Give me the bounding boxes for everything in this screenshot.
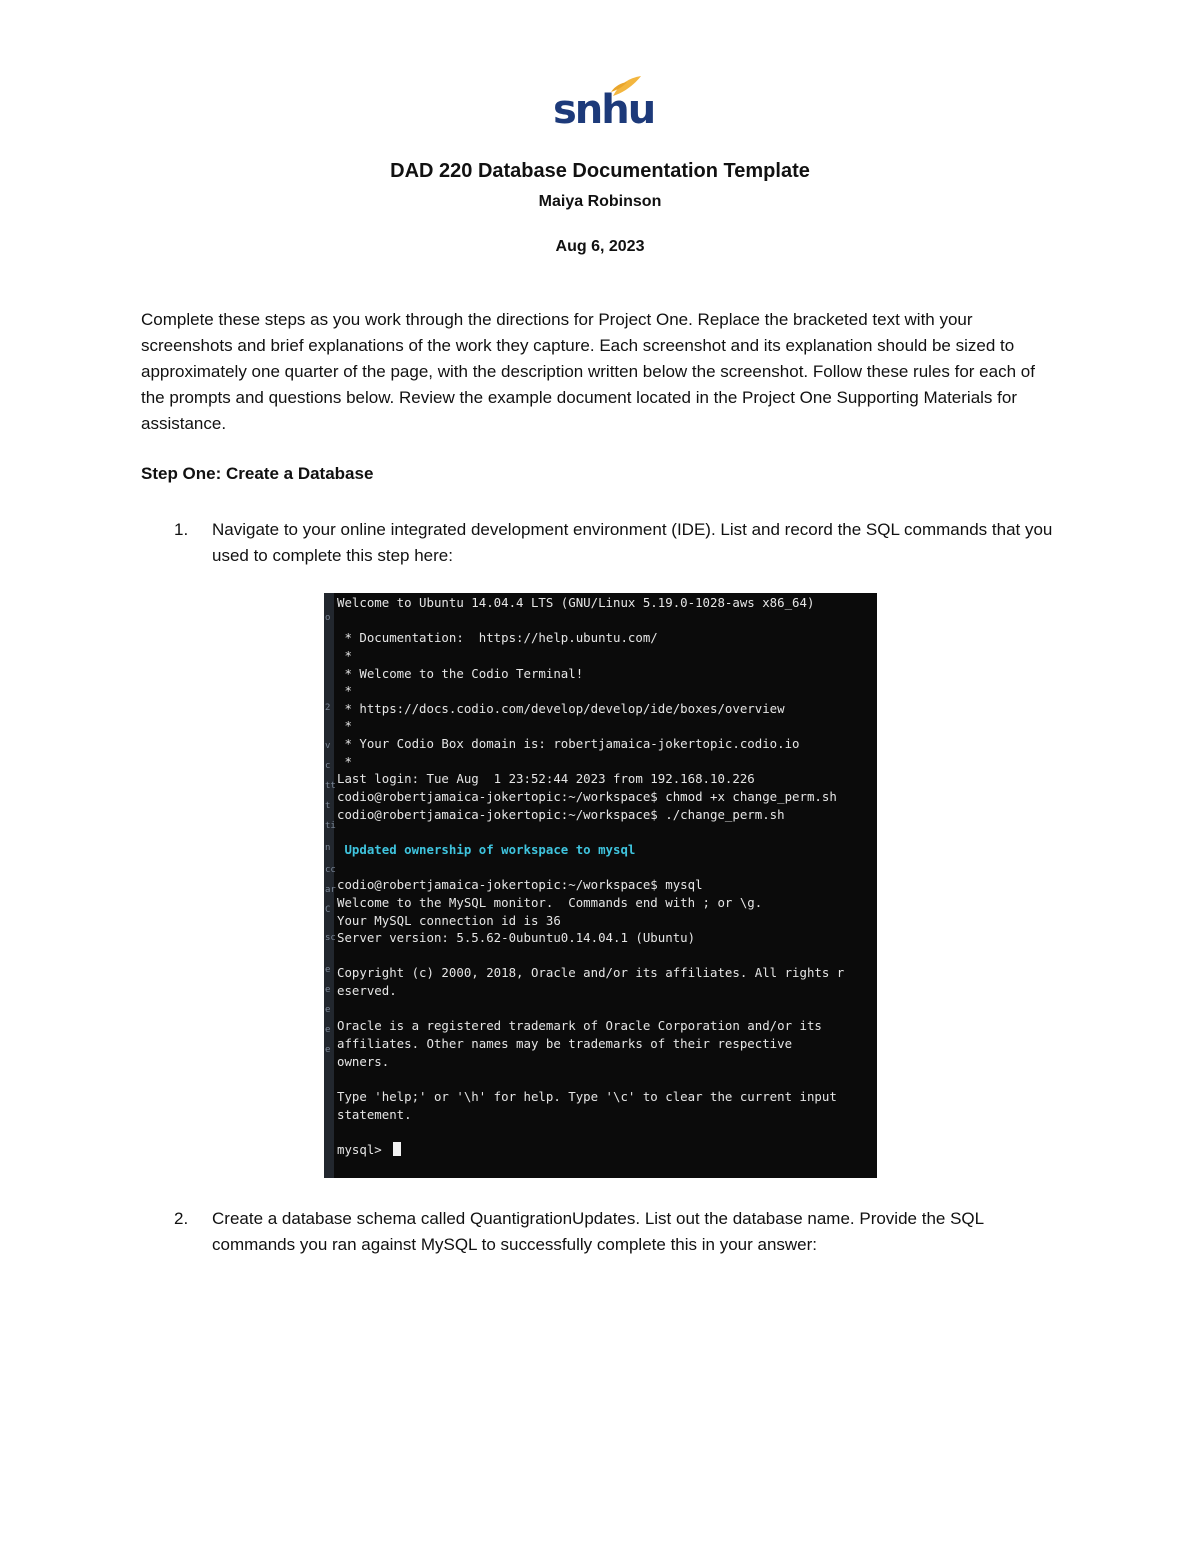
list-item-number: 2. xyxy=(174,1209,189,1228)
terminal-line: Welcome to Ubuntu 14.04.4 LTS (GNU/Linux 5.19.0-1028-aws x86_64) xyxy=(337,595,815,610)
terminal-line: codio@robertjamaica-jokertopic:~/workspace$ mysql xyxy=(337,877,703,893)
list-item xyxy=(141,517,1071,569)
terminal-line: codio@robertjamaica-jokertopic:~/workspace$ chmod +x change_perm.sh xyxy=(337,789,837,805)
terminal-line: * Your Codio Box domain is: robertjamaica-jokertopic.codio.io xyxy=(337,736,800,752)
terminal-line xyxy=(337,823,873,841)
gutter-glyph: ar xyxy=(325,885,336,895)
gutter-glyph: e xyxy=(325,985,331,995)
intro-paragraph: Complete these steps as you work through the directions for Project One. Replace the bracketed text with your screenshots and brief explanations of the work they capture. Each screenshot and its explanation should be sized to approximately one quarter of the page, with the description written below the screenshot. Follow these rules for each of the prompts and questions below. Review the example document located in the Project One Supporting Materials for assistance. xyxy=(141,310,1035,433)
list-item-number: 1. xyxy=(174,520,189,539)
terminal-line xyxy=(337,1070,873,1088)
terminal-line: Type 'help;' or '\h' for help. Type '\c' to clear the current input xyxy=(337,1088,837,1104)
step-one-heading: Step One: Create a Database xyxy=(141,464,374,483)
terminal-line: * Welcome to the Codio Terminal! xyxy=(337,665,584,681)
terminal-line: * xyxy=(337,683,352,699)
terminal-line xyxy=(337,859,873,877)
terminal-gutter xyxy=(324,593,334,1178)
list-item xyxy=(141,1206,1071,1258)
document-date: Aug 6, 2023 xyxy=(555,238,645,255)
gutter-glyph: tt xyxy=(325,781,336,791)
gutter-glyph: e xyxy=(325,1005,331,1015)
snhu-logo xyxy=(553,74,655,134)
gutter-glyph: v xyxy=(325,741,331,751)
gutter-glyph: c xyxy=(325,761,331,771)
gutter-glyph: o xyxy=(325,613,331,623)
terminal-cursor xyxy=(393,1142,401,1156)
gutter-glyph: C xyxy=(325,905,331,915)
terminal-line: * xyxy=(337,647,352,663)
gutter-glyph: 2 xyxy=(325,703,331,713)
terminal-output xyxy=(337,594,873,1159)
terminal-line: * xyxy=(337,753,352,769)
terminal-line: Your MySQL connection id is 36 xyxy=(337,912,561,928)
terminal-line: affiliates. Other names may be trademarks of their respective xyxy=(337,1036,793,1052)
terminal-line: statement. xyxy=(337,1106,412,1122)
terminal-line: Oracle is a registered trademark of Oracle Corporation and/or its xyxy=(337,1018,822,1034)
gutter-glyph: e xyxy=(325,1025,331,1035)
terminal-line: eserved. xyxy=(337,983,397,999)
list-item-text: Create a database schema called QuantigrationUpdates. List out the database name. Provide the SQL commands you ran against MySQL to successfully complete this in your answer: xyxy=(212,1209,984,1254)
terminal-line: Server version: 5.5.62-0ubuntu0.14.04.1 (Ubuntu) xyxy=(337,930,696,946)
terminal-line: Welcome to the MySQL monitor. Commands end with ; or \g. xyxy=(337,894,763,910)
terminal-line xyxy=(337,1123,873,1141)
terminal-line: codio@robertjamaica-jokertopic:~/workspace$ ./change_perm.sh xyxy=(337,806,785,822)
gutter-glyph: e xyxy=(325,1045,331,1055)
terminal-line: * Documentation: https://help.ubuntu.com/ xyxy=(337,630,658,646)
gutter-glyph: ti xyxy=(325,821,336,831)
gutter-glyph: t xyxy=(325,801,331,811)
terminal-line: * xyxy=(337,718,352,734)
terminal-line xyxy=(337,612,873,630)
gutter-glyph: e xyxy=(325,965,331,975)
terminal-line: mysql> xyxy=(337,1141,873,1159)
terminal-line: * https://docs.codio.com/develop/develop/ide/boxes/overview xyxy=(337,700,785,716)
gutter-glyph: sc xyxy=(325,933,336,943)
terminal-line xyxy=(337,947,873,965)
document-title: DAD 220 Database Documentation Template xyxy=(390,160,810,182)
terminal-line: Last login: Tue Aug 1 23:52:44 2023 from 192.168.10.226 xyxy=(337,771,755,787)
terminal-screenshot xyxy=(324,593,877,1178)
terminal-line: Copyright (c) 2000, 2018, Oracle and/or its affiliates. All rights r xyxy=(337,965,845,981)
author-name: Maiya Robinson xyxy=(538,193,662,210)
list-item-text: Navigate to your online integrated development environment (IDE). List and record the SQL commands that you used to complete this step here: xyxy=(212,520,1053,565)
gutter-glyph: n xyxy=(325,843,331,853)
logo-wordmark: snhu xyxy=(553,87,655,133)
terminal-line: owners. xyxy=(337,1053,390,1069)
terminal-line: Updated ownership of workspace to mysql xyxy=(337,841,636,857)
gutter-glyph: cc xyxy=(325,865,336,875)
terminal-line xyxy=(337,1000,873,1018)
